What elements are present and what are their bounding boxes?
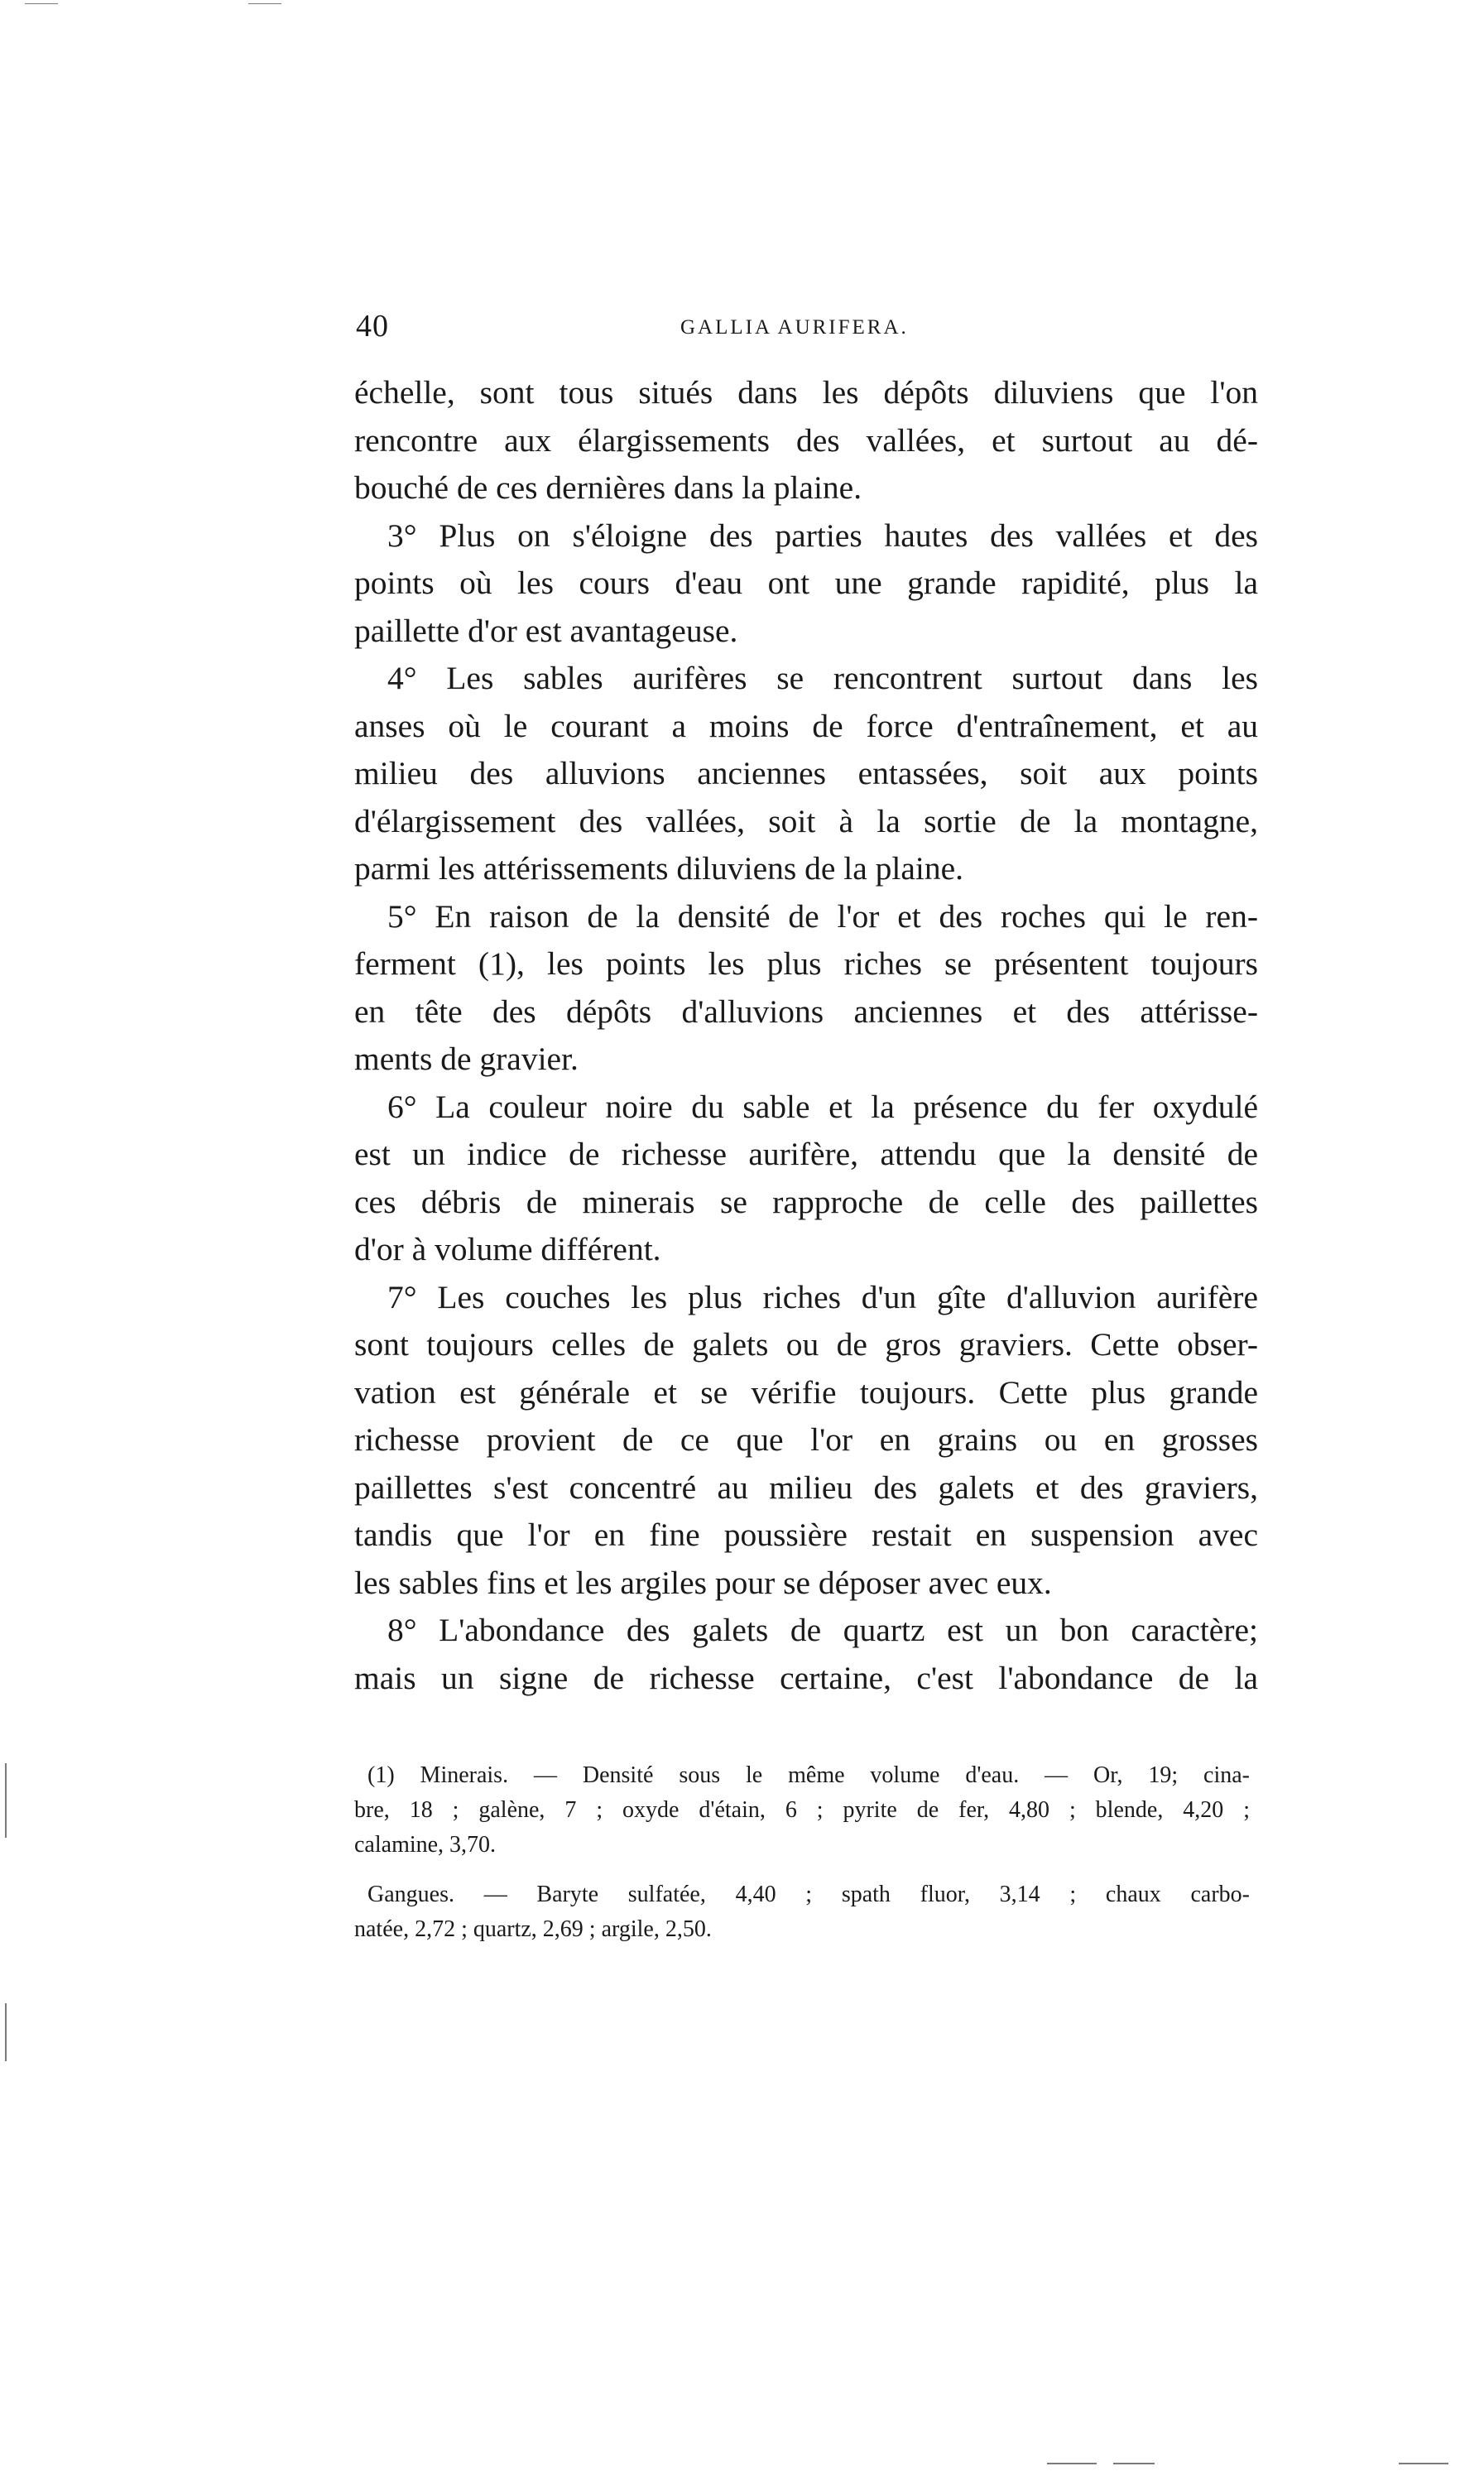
scan-edge-top bbox=[25, 3, 58, 4]
text-line: est un indice de richesse aurifère, attendu que la densité de bbox=[354, 1136, 1258, 1172]
text-line: points où les cours d'eau ont une grande rapidité, plus la bbox=[354, 565, 1258, 601]
text-line: 8° L'abondance des galets de quartz est un bon caractère; bbox=[387, 1612, 1258, 1648]
text-line: milieu des alluvions anciennes entassées, soit aux points bbox=[354, 755, 1258, 791]
text-line: ferment (1), les points les plus riches se présentent toujours bbox=[354, 945, 1258, 982]
body-text bbox=[354, 369, 1258, 1702]
footnote-line: natée, 2,72 ; quartz, 2,69 ; argile, 2,50. bbox=[354, 1916, 712, 1942]
page-header bbox=[356, 308, 1251, 358]
text-line: paillette d'or est avantageuse. bbox=[354, 612, 738, 649]
text-line: bouché de ces dernières dans la plaine. bbox=[354, 469, 862, 506]
scan-edge-bottom bbox=[1047, 2463, 1097, 2464]
scan-edge-bottom bbox=[1399, 2463, 1448, 2464]
scan-edge-bottom bbox=[1113, 2463, 1155, 2464]
text-line: ces débris de minerais se rapproche de celle des paillettes bbox=[354, 1183, 1258, 1220]
text-line: paillettes s'est concentré au milieu des galets et des graviers, bbox=[354, 1469, 1258, 1506]
text-line: ments de gravier. bbox=[354, 1041, 579, 1077]
text-line: en tête des dépôts d'alluvions anciennes et des attérisse- bbox=[354, 993, 1258, 1030]
scan-edge-top bbox=[248, 3, 281, 4]
text-line: d'or à volume différent. bbox=[354, 1231, 661, 1267]
text-line: 4° Les sables aurifères se rencontrent surtout dans les bbox=[387, 660, 1258, 696]
text-line: mais un signe de richesse certaine, c'est l'abondance de la bbox=[354, 1659, 1258, 1696]
text-line: rencontre aux élargissements des vallées, et surtout au dé- bbox=[354, 421, 1258, 459]
text-line: 6° La couleur noire du sable et la présence du fer oxydulé bbox=[387, 1088, 1258, 1125]
text-line: 5° En raison de la densité de l'or et des roches qui le ren- bbox=[387, 897, 1258, 935]
footnote-line: bre, 18 ; galène, 7 ; oxyde d'étain, 6 ; pyrite de fer, 4,80 ; blende, 4,20 ; bbox=[354, 1797, 1250, 1823]
text-line: 3° Plus on s'éloigne des parties hautes des vallées et des bbox=[387, 517, 1258, 554]
text-line: sont toujours celles de galets ou de gros graviers. Cette obser- bbox=[354, 1326, 1258, 1363]
text-line: parmi les attérissements diluviens de la plaine. bbox=[354, 850, 964, 887]
footnotes bbox=[354, 1758, 1250, 1947]
text-line: anses où le courant a moins de force d'entraînement, et au bbox=[354, 707, 1258, 744]
text-line: d'élargissement des vallées, soit à la sortie de la montagne, bbox=[354, 802, 1258, 839]
text-line: richesse provient de ce que l'or en grains ou en grosses bbox=[354, 1421, 1258, 1458]
footnote-line: (1) Minerais. — Densité sous le même volume d'eau. — Or, 19; cina- bbox=[367, 1762, 1250, 1788]
text-line: tandis que l'or en fine poussière restait en suspension avec bbox=[354, 1517, 1258, 1553]
scan-edge-left bbox=[5, 2003, 7, 2061]
text-line: 7° Les couches les plus riches d'un gîte d'alluvion aurifère bbox=[387, 1278, 1258, 1315]
text-line: échelle, sont tous situés dans les dépôts diluviens que l'on bbox=[354, 374, 1258, 411]
text-line: vation est générale et se vérifie toujours. Cette plus grande bbox=[354, 1373, 1258, 1411]
running-head: GALLIA AURIFERA. bbox=[680, 316, 909, 339]
scan-edge-left bbox=[5, 1763, 7, 1838]
footnote-line: calamine, 3,70. bbox=[354, 1832, 497, 1858]
text-line: les sables fins et les argiles pour se déposer avec eux. bbox=[354, 1564, 1052, 1601]
footnote-line: Gangues. — Baryte sulfatée, 4,40 ; spath fluor, 3,14 ; chaux carbo- bbox=[367, 1882, 1250, 1907]
footnote-gap bbox=[354, 1863, 1250, 1877]
page-number: 40 bbox=[356, 309, 389, 344]
